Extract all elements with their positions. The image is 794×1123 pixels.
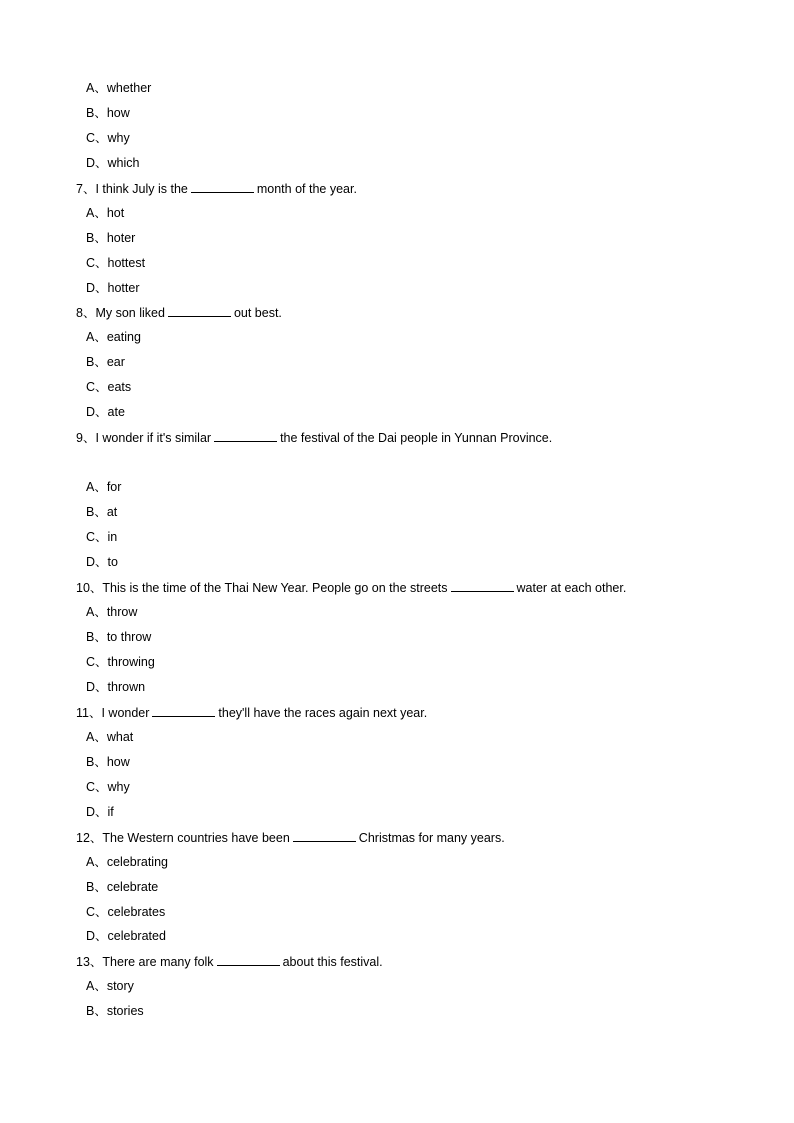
question-8-pre: 8、My son liked	[76, 306, 165, 320]
question-7-pre: 7、I think July is the	[76, 182, 188, 196]
question-9	[76, 429, 552, 445]
question-11-blank	[152, 704, 215, 717]
question-7-blank	[191, 180, 254, 193]
q6-option-a: A、whether	[86, 81, 152, 95]
question-11-pre: 11、I wonder	[76, 706, 150, 720]
q8-option-a: A、eating	[86, 330, 141, 344]
q8-option-d: D、ate	[86, 405, 125, 419]
question-12	[76, 829, 505, 845]
q12-option-d: D、celebrated	[86, 929, 166, 943]
question-10-blank	[451, 579, 514, 592]
q11-option-c: C、why	[86, 780, 130, 794]
question-13	[76, 953, 383, 969]
question-9-post: the festival of the Dai people in Yunnan Province.	[280, 431, 553, 445]
question-10-pre: 10、This is the time of the Thai New Year. People go on the streets	[76, 581, 448, 595]
q10-option-d: D、thrown	[86, 680, 146, 694]
question-9-blank	[214, 429, 277, 442]
q10-option-c: C、throwing	[86, 655, 155, 669]
question-12-blank	[293, 829, 356, 842]
q13-option-b: B、stories	[86, 1004, 144, 1018]
question-13-post: about this festival.	[282, 955, 383, 969]
question-9-pre: 9、I wonder if it's similar	[76, 431, 212, 445]
q11-option-b: B、how	[86, 755, 130, 769]
q8-option-b: B、ear	[86, 355, 125, 369]
q7-option-c: C、hottest	[86, 256, 146, 270]
question-13-pre: 13、There are many folk	[76, 955, 214, 969]
q10-option-b: B、to throw	[86, 630, 152, 644]
q7-option-d: D、hotter	[86, 281, 140, 295]
q11-option-d: D、if	[86, 805, 114, 819]
q7-option-a: A、hot	[86, 206, 125, 220]
q6-option-d: D、which	[86, 156, 140, 170]
question-8-post: out best.	[233, 306, 282, 320]
q9-option-c: C、in	[86, 530, 118, 544]
q12-option-a: A、celebrating	[86, 855, 168, 869]
q8-option-c: C、eats	[86, 380, 132, 394]
q9-option-b: B、at	[86, 505, 118, 519]
question-7-post: month of the year.	[256, 182, 357, 196]
question-10	[76, 579, 626, 595]
q13-option-a: A、story	[86, 979, 134, 993]
q10-option-a: A、throw	[86, 605, 138, 619]
q9-option-d: D、to	[86, 555, 118, 569]
question-11-post: they'll have the races again next year.	[218, 706, 428, 720]
question-13-blank	[217, 953, 280, 966]
q6-option-b: B、how	[86, 106, 130, 120]
question-10-post: water at each other.	[516, 581, 627, 595]
q7-option-b: B、hoter	[86, 231, 136, 245]
question-8	[76, 304, 282, 320]
q12-option-c: C、celebrates	[86, 905, 166, 919]
question-11	[76, 704, 427, 720]
q12-option-b: B、celebrate	[86, 880, 159, 894]
q11-option-a: A、what	[86, 730, 134, 744]
question-7	[76, 180, 357, 196]
question-12-post: Christmas for many years.	[358, 831, 505, 845]
question-8-blank	[168, 304, 231, 317]
question-12-pre: 12、The Western countries have been	[76, 831, 290, 845]
q6-option-c: C、why	[86, 131, 130, 145]
q9-option-a: A、for	[86, 480, 122, 494]
